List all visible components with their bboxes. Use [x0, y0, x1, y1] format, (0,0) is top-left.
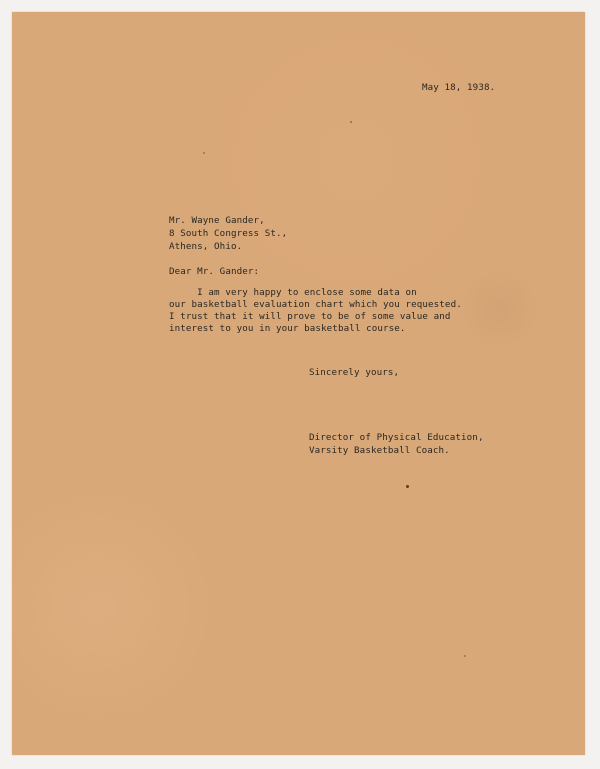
letter-page	[12, 12, 585, 755]
signature-title: Director of Physical Education,	[309, 432, 484, 443]
recipient-city: Athens, Ohio.	[169, 241, 243, 252]
paper-speck	[203, 152, 205, 154]
paper-speck	[350, 121, 352, 123]
paper-speck	[464, 655, 466, 657]
paper-speck	[406, 485, 409, 488]
signature-role: Varsity Basketball Coach.	[309, 445, 450, 456]
body-line: I trust that it will prove to be of some value and	[169, 311, 451, 322]
body-line: interest to you in your basketball course.	[169, 323, 406, 334]
body-line: I am very happy to enclose some data on	[169, 287, 417, 298]
recipient-street: 8 South Congress St.,	[169, 228, 288, 239]
salutation: Dear Mr. Gander:	[169, 266, 260, 277]
closing: Sincerely yours,	[309, 367, 400, 378]
recipient-name: Mr. Wayne Gander,	[169, 215, 265, 226]
letter-date: May 18, 1938.	[422, 82, 496, 93]
body-line: our basketball evaluation chart which you requested.	[169, 299, 462, 310]
